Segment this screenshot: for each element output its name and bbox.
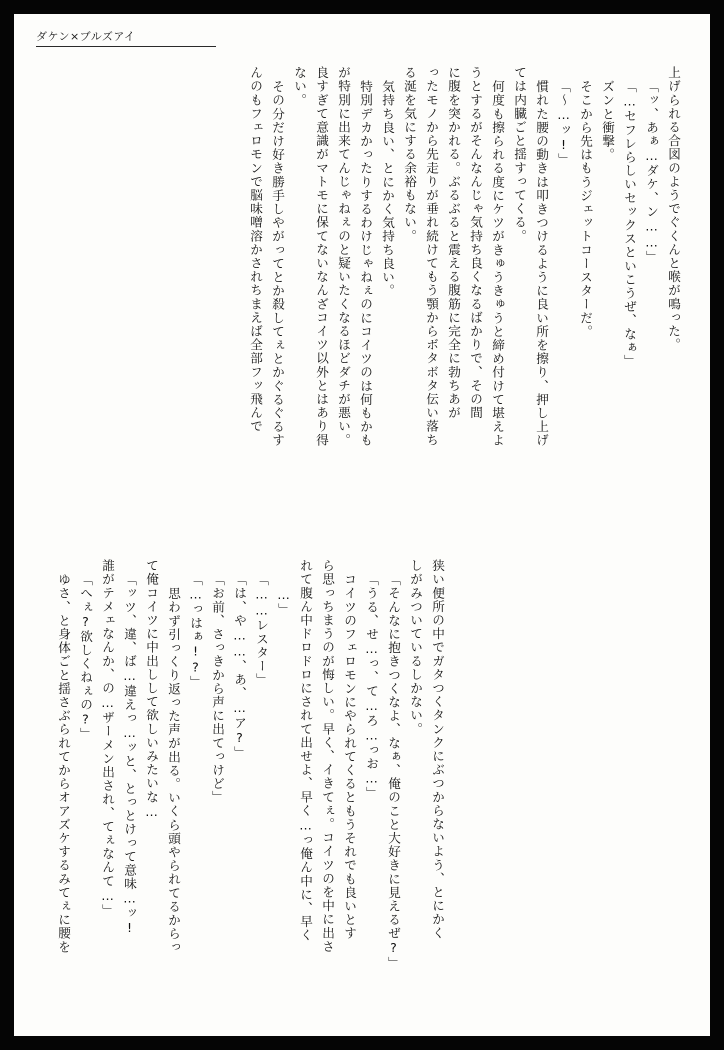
text-column: 「へぇ?欲しくねぇの?」	[78, 573, 93, 741]
text-column: …」	[276, 587, 291, 617]
text-column: んのもフェロモンで脳味噌溶かされちまえば全部フッ飛んで	[248, 66, 263, 434]
text-column: 特別デカかったりするわけじゃねぇのにコイツのは何もかも	[358, 80, 373, 448]
text-column: 「うる、せ…っ、て…ろ…っお…」	[364, 573, 379, 801]
text-column: 良すぎて意識がマトモに保てないなんざコイツ以外とはあり得	[314, 66, 329, 447]
text-column: ない。	[292, 66, 307, 107]
scan-border-left	[0, 0, 14, 1050]
text-column: 「は、や……、あ、…ア?」	[232, 573, 247, 760]
scan-border-top	[0, 0, 724, 14]
text-column: 「～…ッ!」	[556, 80, 571, 167]
text-column: る涎を気にする余裕もない。	[402, 66, 417, 243]
text-column: うとするがそんなんじゃ気持ち良くなるばかりで、その間	[468, 66, 483, 420]
header-rule	[36, 46, 216, 47]
text-column: しがみついているしかない。	[408, 559, 423, 736]
page-content-area	[14, 14, 710, 1036]
text-column: 「そんなに抱きつくなよ、なぁ、俺のこと大好きに見えるぜ?」	[386, 573, 401, 970]
text-column: そこから先はもうジェットコースターだ。	[578, 80, 593, 339]
text-column: ったモノから先走りが垂れ続けてもう顎からボタボタ伝い落ち	[424, 66, 439, 447]
body-text-lower	[44, 559, 444, 1014]
text-column: が特別に出来てんじゃねぇのと疑いたくなるほどダチが悪い。	[336, 66, 351, 447]
text-column: 狭い便所の中でガタつくタンクにぶつからないよう、とにかく	[430, 559, 445, 940]
text-column: 気持ち良い、とにかく気持ち良い。	[380, 80, 395, 298]
text-column: 「……レスター」	[254, 573, 269, 687]
text-column: 「お前、さっきから声に出てっけど」	[210, 573, 225, 805]
text-column: 上げられる合図のようでぐくんと喉が鳴った。	[666, 66, 681, 352]
text-column: 「ッツ、違、ば…違えっ…ッと、とっとけって意味…ッ!	[122, 573, 137, 937]
running-title-text: ダケン×ブルズアイ	[36, 30, 136, 43]
text-column: 「…セフレらしいセックスといこうぜ、なぁ」	[622, 80, 637, 368]
text-column: 誰がテメェなんか、の…ザーメン出され、てぇなんて…」	[100, 559, 115, 918]
text-column: コイツのフェロモンにやられてくるともうそれでも良いとす	[342, 573, 357, 941]
text-column: に腹を突かれる。ぶるぶると震える腹筋に完全に勃ちあが	[446, 66, 461, 420]
text-column: ズンと衝撃。	[600, 80, 615, 162]
text-column: 慣れた腰の動きは叩きつけるように良い所を擦り、押し上げ	[534, 80, 549, 448]
text-column: 何度も擦られる度にケツがきゅうきゅうと締め付けて堪えよ	[490, 80, 505, 448]
text-column: ゆさ、と身体ごと揺さぶられてからオアズケするみてぇに腰を	[56, 573, 71, 954]
text-column: 「…っはぁ!?」	[188, 573, 203, 689]
text-column: れて腹ん中ドロドロにされて出せよ、早く…っ俺ん中に、早く	[298, 559, 313, 943]
scan-border-right	[710, 0, 724, 1050]
running-header	[36, 30, 226, 47]
text-column: その分だけ好き勝手しやがってとか殺してぇとかぐるぐるす	[270, 80, 285, 448]
text-column: て俺コイツに中出しして欲しいみたいな…	[144, 559, 159, 820]
scan-border-bottom	[0, 1036, 724, 1050]
text-column: ては内臓ごと揺すってくる。	[512, 66, 527, 243]
text-column: 思わず引っくり返った声が出る。いくら頭やられてるからっ	[166, 587, 181, 955]
text-column: 「ッ、あぁ…ダケ、ン……」	[644, 80, 659, 264]
text-column: ら思っちまうのが悔しい。早く、イきてぇ。コイツのを中に出さ	[320, 559, 335, 954]
